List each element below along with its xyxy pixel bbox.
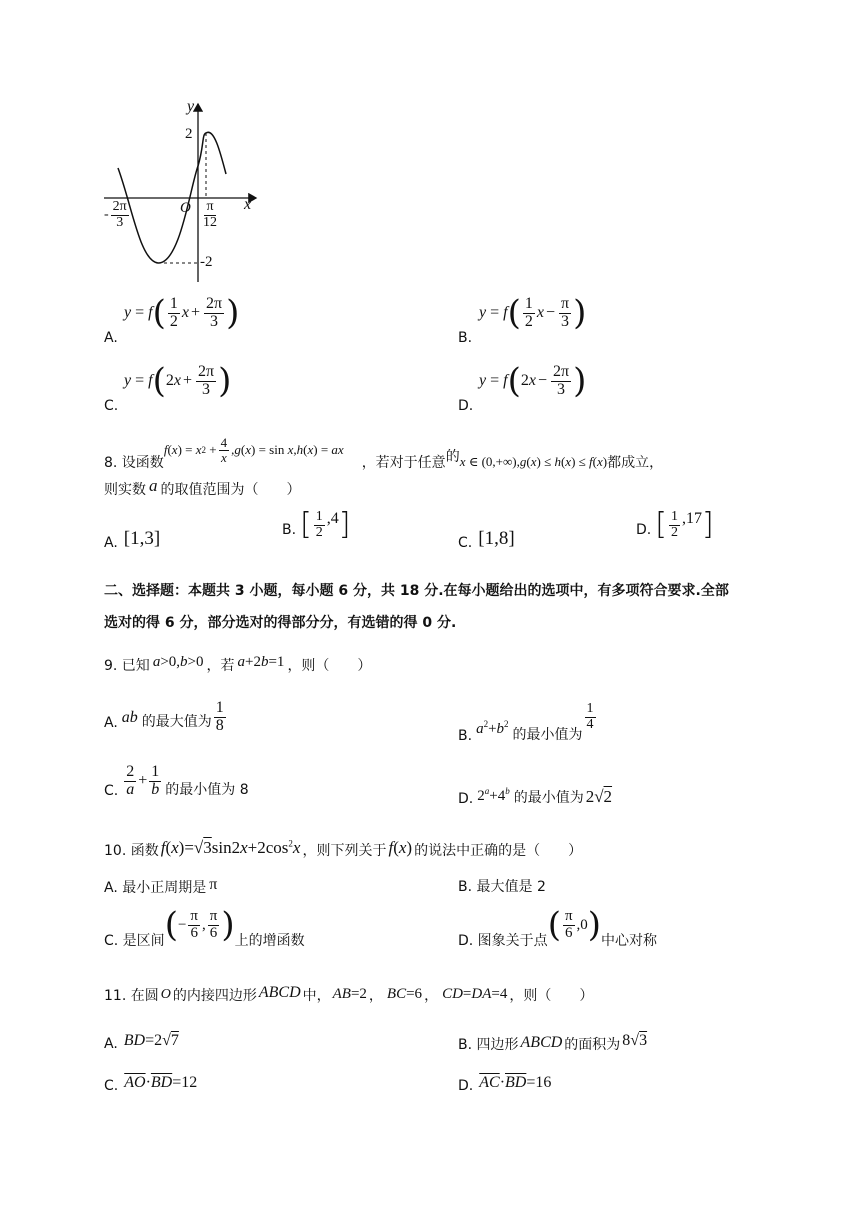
section2-heading-line1: 二、选择题：本题共 3 小题，每小题 6 分，共 18 分.在每小题给出的选项中，有多项符合要求.全部 <box>104 583 729 599</box>
q7-option-c-label: C. <box>104 398 119 414</box>
q7-option-c: y = f ( 2 x + $\frac{2\pi}{3}$ ) <box>124 361 232 402</box>
sine-graph <box>100 96 270 286</box>
q11-option-d: D. $\overline{AC}\cdot\overline{BD}=16$ <box>458 1074 552 1094</box>
q7-option-b-label: B. <box>458 330 473 346</box>
q8-option-c: C. [1,8] <box>458 528 515 551</box>
q10-stem: 10. 函数 $f(x)=√3\sin 2x+2\cos^2x$ ，则下列关于 f(x) 的说法中正确的是（ ） <box>104 838 583 859</box>
q11-stem: 11. 在圆 O 的内接四边形 ABCD 中， AB=2 ， BC=6 ， CD=DA=4 ，则（ ） <box>104 984 594 1004</box>
q7-option-b: y = f ( $\frac{1}{2}$ x − $\frac{\pi}{3}$ ) <box>479 293 587 334</box>
q9-stem: 9. 已知 a>0,b>0 ，若 a+2b=1 ，则（ ） <box>104 654 372 674</box>
q10-option-a: A. 最小正周期是 π <box>104 876 218 896</box>
q10-option-b: B. 最大值是 2 <box>458 879 546 895</box>
q11-option-a: A. BD=2√7 <box>104 1032 179 1052</box>
q8-line2: 则实数 a 的取值范围为（ ） <box>104 476 301 498</box>
q9-option-c: C. $\frac{2}{a}$ + $\frac{1}{b}$ 的最小值为 8 <box>104 763 249 799</box>
q10-option-c: C. 是区间 ( − $\frac{\pi}{6}$ , $\frac{\pi}{6}$ ) 上的增函数 <box>104 905 305 949</box>
ymin-label: -2 <box>200 254 213 270</box>
x-axis-label: x <box>244 196 252 213</box>
section2-heading-line2: 选对的得 6 分，部分选对的得部分分，有选错的得 0 分. <box>104 615 457 631</box>
q8-option-b: B. [ $\frac{1}{2}$ ,4 ] <box>282 507 351 543</box>
ymax-label: 2 <box>185 126 193 142</box>
x-left-tick: - $\frac{2\pi}{3}$ <box>104 199 127 230</box>
q9-option-d: D. $2^a+4^b$ 的最小值为 2√2 <box>458 786 613 807</box>
q11-option-b: B. 四边形 ABCD 的面积为 8√3 <box>458 1032 648 1053</box>
q7-option-a-label: A. <box>104 330 118 346</box>
q8-stem: 8. 设函数 f ( x ) = x 2 + $\frac{4}{x}$ , g ( x ) = sin x , h ( x ) = ax ，若对于任意 的 x ∈ (0,+∞),g(x) ≤ h(x) ≤ f(x) 都成立， <box>104 435 664 472</box>
q7-option-d-label: D. <box>458 398 474 414</box>
x-right-tick: $\frac{\pi}{12}$ <box>203 199 217 230</box>
q8-function-def: f ( x ) = x 2 + $\frac{4}{x}$ , g ( x ) = sin x , h ( x ) = ax <box>163 435 344 465</box>
q9-option-a: A. ab 的最大值为 $\frac{1}{8}$ <box>104 699 224 734</box>
q7-option-a: y = f ( $\frac{1}{2}$ x + $\frac{2\pi}{3}$ ) <box>124 293 240 334</box>
q11-option-c: C. $\overline{AO}\cdot\overline{BD}=12$ <box>104 1074 198 1094</box>
origin-label: O <box>180 200 191 216</box>
q8-option-d: D. [ $\frac{1}{2}$ ,17 ] <box>636 507 714 543</box>
y-axis-label: y <box>187 98 195 115</box>
q9-option-b: B. $a^2+b^2$ 的最小值为 $\frac{1}{4}$ <box>458 701 594 745</box>
q7-option-d: y = f ( 2 x − $\frac{2\pi}{3}$ ) <box>479 361 587 402</box>
q10-option-d: D. 图象关于点 ( $\frac{\pi}{6}$ ,0 ) 中心对称 <box>458 905 658 949</box>
q8-option-a: A. [1,3] <box>104 528 161 551</box>
